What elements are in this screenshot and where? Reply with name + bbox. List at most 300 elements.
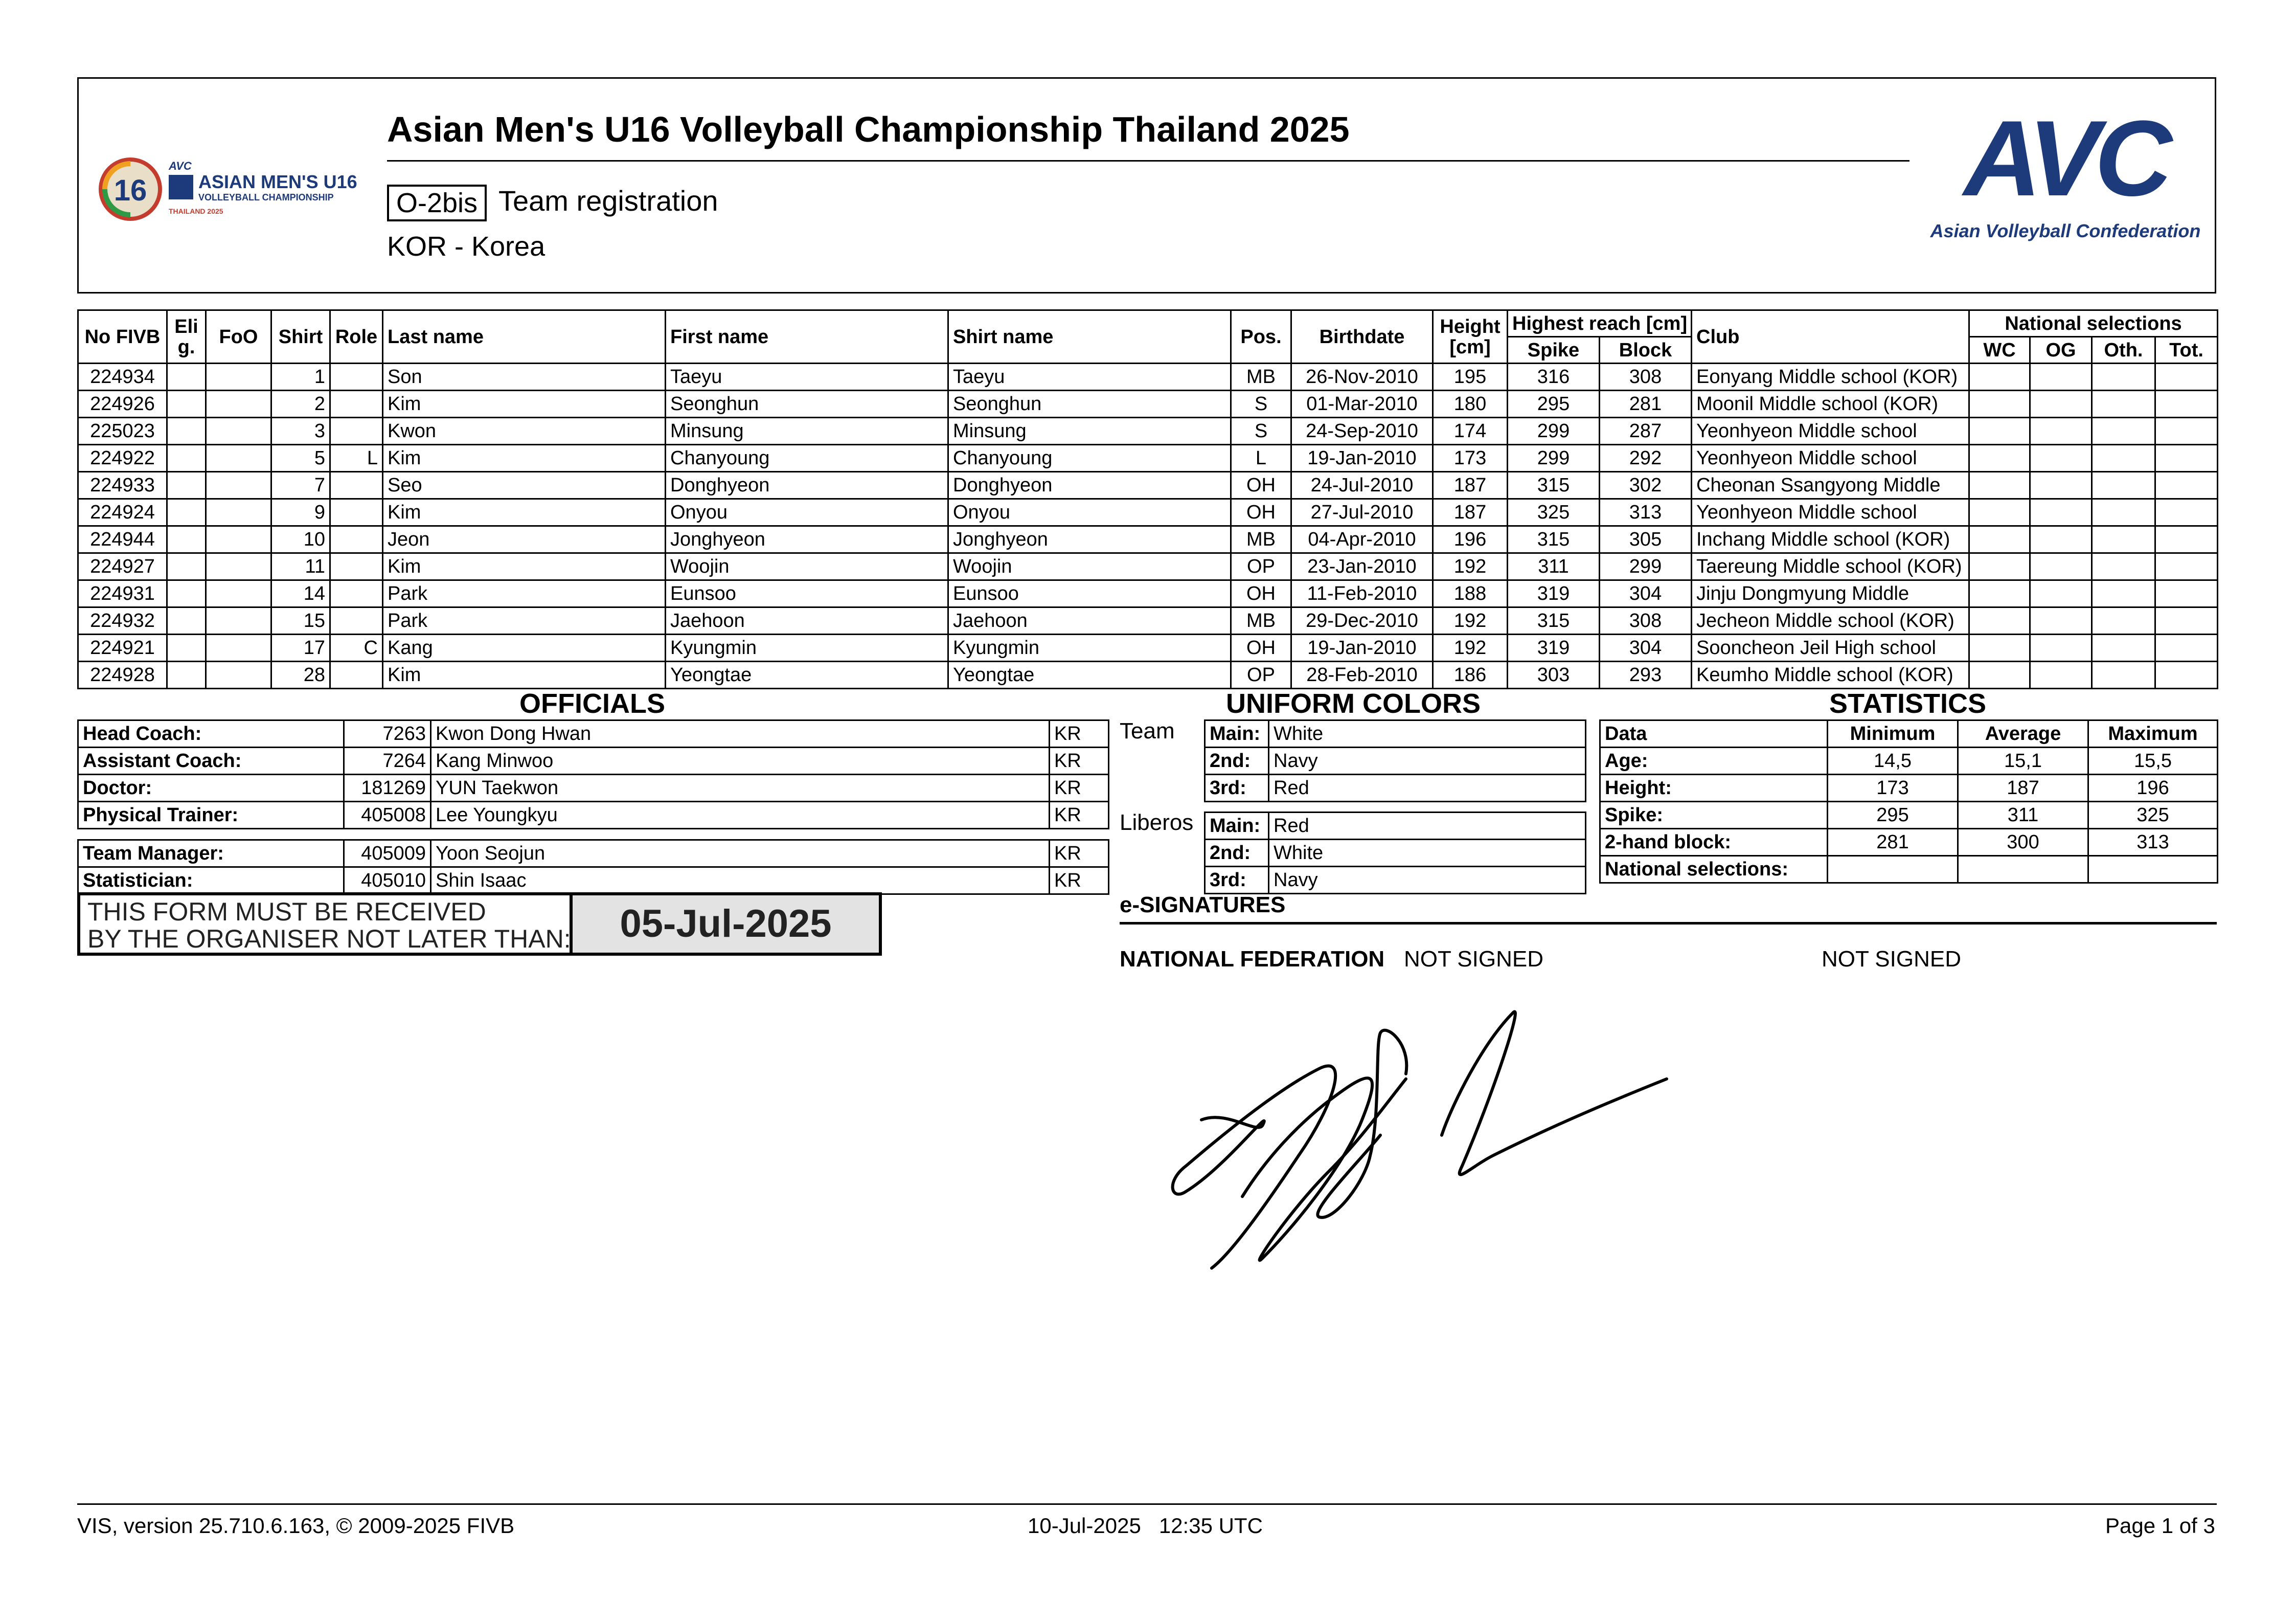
uniform-row <box>1205 867 1586 894</box>
uniform-color: Red <box>1269 813 1586 840</box>
cell-spike: 325 <box>1508 499 1600 526</box>
cell-block: 308 <box>1600 364 1692 391</box>
cell-tot <box>2155 445 2218 472</box>
cell-no-fivb: 224934 <box>78 364 167 391</box>
cell-pos: OP <box>1231 662 1291 689</box>
players-body <box>78 364 2218 689</box>
stats-col-max: Maximum <box>2088 720 2218 748</box>
cell-club: Taereung Middle school (KOR) <box>1692 553 1969 580</box>
esignatures-title: e-SIGNATURES <box>1120 892 1286 917</box>
cell-block: 304 <box>1600 635 1692 662</box>
col-og: OG <box>2030 337 2092 364</box>
stats-col-avg: Average <box>1958 720 2088 748</box>
cell-shirt-name: Eunsoo <box>948 580 1231 607</box>
col-spike: Spike <box>1508 337 1600 364</box>
cell-og <box>2030 418 2092 445</box>
uniform-row <box>1205 813 1586 840</box>
cell-block: 281 <box>1600 391 1692 418</box>
cell-shirt-name: Onyou <box>948 499 1231 526</box>
stats-label: Age: <box>1600 748 1828 775</box>
cell-shirt: 10 <box>271 526 330 553</box>
footer-version: VIS, version 25.710.6.163, © 2009-2025 FIVB <box>77 1514 515 1538</box>
statistics-title: STATISTICS <box>1829 688 1986 719</box>
cell-height: 186 <box>1433 662 1508 689</box>
cell-oth <box>2092 553 2155 580</box>
cell-shirt: 7 <box>271 472 330 499</box>
cell-block: 305 <box>1600 526 1692 553</box>
cell-no-fivb: 224933 <box>78 472 167 499</box>
cell-pos: OH <box>1231 580 1291 607</box>
official-role: Team Manager: <box>78 840 344 867</box>
col-birthdate: Birthdate <box>1291 310 1433 364</box>
cell-spike: 303 <box>1508 662 1600 689</box>
cell-spike: 315 <box>1508 607 1600 635</box>
cell-club: Yeonhyeon Middle school <box>1692 418 1969 445</box>
stats-row <box>1600 775 2218 802</box>
official-row <box>78 840 1109 867</box>
cell-block: 308 <box>1600 607 1692 635</box>
cell-tot <box>2155 607 2218 635</box>
cell-no-fivb: 224927 <box>78 553 167 580</box>
uniform-row <box>1205 720 1586 748</box>
cell-first-name: Minsung <box>666 418 948 445</box>
cell-wc <box>1969 607 2030 635</box>
official-role: Doctor: <box>78 775 344 802</box>
official-country: KR <box>1050 867 1109 894</box>
col-no-fivb: No FIVB <box>78 310 167 364</box>
official-name: Lee Youngkyu <box>431 802 1050 829</box>
cell-no-fivb: 224928 <box>78 662 167 689</box>
cell-foo <box>206 607 271 635</box>
cell-no-fivb: 224931 <box>78 580 167 607</box>
deadline-box <box>77 892 882 956</box>
cell-elig <box>167 526 206 553</box>
cell-oth <box>2092 364 2155 391</box>
cell-first-name: Jonghyeon <box>666 526 948 553</box>
officials-table-2 <box>77 839 1109 895</box>
cell-og <box>2030 391 2092 418</box>
cell-no-fivb: 224944 <box>78 526 167 553</box>
cell-shirt-name: Kyungmin <box>948 635 1231 662</box>
cell-club: Keumho Middle school (KOR) <box>1692 662 1969 689</box>
cell-pos: OH <box>1231 472 1291 499</box>
official-country: KR <box>1050 802 1109 829</box>
uniform-row <box>1205 840 1586 867</box>
col-shirt: Shirt <box>271 310 330 364</box>
stats-label: National selections: <box>1600 856 1828 883</box>
uniform-label: Main: <box>1205 813 1269 840</box>
cell-role <box>330 526 383 553</box>
cell-pos: L <box>1231 445 1291 472</box>
cell-pos: S <box>1231 391 1291 418</box>
cell-block: 313 <box>1600 499 1692 526</box>
cell-no-fivb: 224921 <box>78 635 167 662</box>
cell-elig <box>167 607 206 635</box>
cell-shirt: 14 <box>271 580 330 607</box>
team-name: KOR - Korea <box>387 231 545 262</box>
cell-club: Yeonhyeon Middle school <box>1692 499 1969 526</box>
stats-max: 325 <box>2088 802 2218 829</box>
cell-first-name: Woojin <box>666 553 948 580</box>
cell-og <box>2030 472 2092 499</box>
official-country: KR <box>1050 720 1109 748</box>
cell-elig <box>167 472 206 499</box>
cell-shirt: 9 <box>271 499 330 526</box>
cell-birthdate: 19-Jan-2010 <box>1291 445 1433 472</box>
footer-timestamp: 10-Jul-2025 12:35 UTC <box>1028 1514 1263 1538</box>
cell-og <box>2030 662 2092 689</box>
cell-block: 299 <box>1600 553 1692 580</box>
table-row <box>78 499 2218 526</box>
cell-shirt-name: Yeongtae <box>948 662 1231 689</box>
col-first-name: First name <box>666 310 948 364</box>
cell-foo <box>206 391 271 418</box>
uniform-color: White <box>1269 840 1586 867</box>
table-row <box>78 662 2218 689</box>
cell-og <box>2030 445 2092 472</box>
cell-height: 196 <box>1433 526 1508 553</box>
svg-text:VOLLEYBALL CHAMPIONSHIP: VOLLEYBALL CHAMPIONSHIP <box>198 192 334 202</box>
cell-first-name: Eunsoo <box>666 580 948 607</box>
cell-first-name: Taeyu <box>666 364 948 391</box>
players-table <box>77 309 2218 689</box>
table-row <box>78 364 2218 391</box>
stats-avg: 300 <box>1958 829 2088 856</box>
cell-last-name: Kim <box>383 391 666 418</box>
form-name: Team registration <box>498 185 718 217</box>
cell-pos: MB <box>1231 364 1291 391</box>
cell-height: 187 <box>1433 472 1508 499</box>
col-shirt-name: Shirt name <box>948 310 1231 364</box>
cell-oth <box>2092 607 2155 635</box>
cell-foo <box>206 662 271 689</box>
cell-shirt-name: Seonghun <box>948 391 1231 418</box>
signature-status-1: NOT SIGNED <box>1404 946 1544 972</box>
table-row <box>78 580 2218 607</box>
handwritten-signature <box>1166 1002 1687 1299</box>
cell-foo <box>206 445 271 472</box>
cell-birthdate: 27-Jul-2010 <box>1291 499 1433 526</box>
table-row <box>78 391 2218 418</box>
cell-shirt: 17 <box>271 635 330 662</box>
cell-last-name: Park <box>383 580 666 607</box>
cell-first-name: Seonghun <box>666 391 948 418</box>
cell-pos: S <box>1231 418 1291 445</box>
stats-label: 2-hand block: <box>1600 829 1828 856</box>
cell-birthdate: 23-Jan-2010 <box>1291 553 1433 580</box>
cell-club: Jecheon Middle school (KOR) <box>1692 607 1969 635</box>
cell-role <box>330 391 383 418</box>
stats-col-data: Data <box>1600 720 1828 748</box>
cell-spike: 315 <box>1508 526 1600 553</box>
cell-block: 302 <box>1600 472 1692 499</box>
stats-max: 15,5 <box>2088 748 2218 775</box>
official-id: 405009 <box>344 840 431 867</box>
cell-first-name: Onyou <box>666 499 948 526</box>
uniform-color: White <box>1269 720 1586 748</box>
col-national-selections: National selections <box>1969 310 2218 337</box>
national-federation-label: NATIONAL FEDERATION <box>1120 946 1385 972</box>
cell-birthdate: 28-Feb-2010 <box>1291 662 1433 689</box>
svg-text:THAILAND 2025: THAILAND 2025 <box>169 207 223 215</box>
cell-block: 292 <box>1600 445 1692 472</box>
official-name: Kwon Dong Hwan <box>431 720 1050 748</box>
uniform-label: 3rd: <box>1205 867 1269 894</box>
cell-birthdate: 24-Sep-2010 <box>1291 418 1433 445</box>
uniform-row <box>1205 775 1586 802</box>
cell-role <box>330 364 383 391</box>
event-logo <box>97 153 373 225</box>
cell-elig <box>167 635 206 662</box>
cell-oth <box>2092 526 2155 553</box>
cell-elig <box>167 553 206 580</box>
cell-elig <box>167 445 206 472</box>
cell-oth <box>2092 418 2155 445</box>
col-pos: Pos. <box>1231 310 1291 364</box>
stats-min: 295 <box>1828 802 1958 829</box>
col-oth: Oth. <box>2092 337 2155 364</box>
cell-height: 173 <box>1433 445 1508 472</box>
uniform-color: Navy <box>1269 867 1586 894</box>
cell-wc <box>1969 418 2030 445</box>
table-row <box>78 607 2218 635</box>
cell-pos: OH <box>1231 635 1291 662</box>
stats-col-min: Minimum <box>1828 720 1958 748</box>
cell-og <box>2030 580 2092 607</box>
stats-min: 14,5 <box>1828 748 1958 775</box>
cell-no-fivb: 224932 <box>78 607 167 635</box>
stats-min: 173 <box>1828 775 1958 802</box>
cell-shirt-name: Jaehoon <box>948 607 1231 635</box>
table-row <box>78 526 2218 553</box>
avc-logo <box>1922 119 2209 252</box>
cell-height: 180 <box>1433 391 1508 418</box>
cell-spike: 316 <box>1508 364 1600 391</box>
cell-club: Jinju Dongmyung Middle <box>1692 580 1969 607</box>
cell-tot <box>2155 553 2218 580</box>
cell-oth <box>2092 499 2155 526</box>
cell-foo <box>206 418 271 445</box>
cell-spike: 319 <box>1508 580 1600 607</box>
cell-last-name: Kang <box>383 635 666 662</box>
stats-min <box>1828 856 1958 883</box>
cell-height: 187 <box>1433 499 1508 526</box>
cell-shirt: 1 <box>271 364 330 391</box>
cell-elig <box>167 418 206 445</box>
cell-tot <box>2155 662 2218 689</box>
cell-no-fivb: 224926 <box>78 391 167 418</box>
official-id: 7264 <box>344 748 431 775</box>
title-divider <box>387 160 1909 162</box>
cell-foo <box>206 580 271 607</box>
stats-min: 281 <box>1828 829 1958 856</box>
cell-spike: 319 <box>1508 635 1600 662</box>
cell-wc <box>1969 553 2030 580</box>
svg-text:Asian Volleyball Confederation: Asian Volleyball Confederation <box>1930 220 2201 241</box>
stats-max: 313 <box>2088 829 2218 856</box>
cell-birthdate: 26-Nov-2010 <box>1291 364 1433 391</box>
cell-elig <box>167 499 206 526</box>
stats-avg <box>1958 856 2088 883</box>
cell-role <box>330 662 383 689</box>
cell-first-name: Jaehoon <box>666 607 948 635</box>
page-title: Asian Men's U16 Volleyball Championship Thailand 2025 <box>387 109 1350 149</box>
uniform-colors-title: UNIFORM COLORS <box>1226 688 1481 719</box>
cell-tot <box>2155 472 2218 499</box>
official-country: KR <box>1050 840 1109 867</box>
stats-row <box>1600 829 2218 856</box>
cell-last-name: Kim <box>383 662 666 689</box>
footer-page-number: Page 1 of 3 <box>2105 1514 2215 1538</box>
form-code-badge: O-2bis <box>387 185 487 221</box>
uniform-color: Navy <box>1269 748 1586 775</box>
cell-height: 188 <box>1433 580 1508 607</box>
cell-tot <box>2155 418 2218 445</box>
cell-pos: OP <box>1231 553 1291 580</box>
official-name: Kang Minwoo <box>431 748 1050 775</box>
cell-block: 293 <box>1600 662 1692 689</box>
cell-club: Cheonan Ssangyong Middle <box>1692 472 1969 499</box>
official-row <box>78 720 1109 748</box>
cell-shirt-name: Woojin <box>948 553 1231 580</box>
cell-oth <box>2092 662 2155 689</box>
cell-foo <box>206 635 271 662</box>
table-row <box>78 553 2218 580</box>
cell-pos: MB <box>1231 526 1291 553</box>
cell-og <box>2030 635 2092 662</box>
cell-og <box>2030 499 2092 526</box>
official-role: Assistant Coach: <box>78 748 344 775</box>
cell-shirt-name: Donghyeon <box>948 472 1231 499</box>
official-row <box>78 867 1109 894</box>
cell-role: L <box>330 445 383 472</box>
cell-birthdate: 04-Apr-2010 <box>1291 526 1433 553</box>
cell-tot <box>2155 391 2218 418</box>
cell-foo <box>206 499 271 526</box>
cell-spike: 299 <box>1508 445 1600 472</box>
col-block: Block <box>1600 337 1692 364</box>
cell-shirt: 2 <box>271 391 330 418</box>
cell-height: 192 <box>1433 553 1508 580</box>
official-role: Head Coach: <box>78 720 344 748</box>
cell-wc <box>1969 445 2030 472</box>
cell-shirt: 15 <box>271 607 330 635</box>
cell-birthdate: 24-Jul-2010 <box>1291 472 1433 499</box>
cell-tot <box>2155 499 2218 526</box>
official-id: 405010 <box>344 867 431 894</box>
cell-role <box>330 472 383 499</box>
cell-role <box>330 499 383 526</box>
cell-last-name: Kim <box>383 499 666 526</box>
cell-wc <box>1969 662 2030 689</box>
cell-last-name: Seo <box>383 472 666 499</box>
stats-label: Height: <box>1600 775 1828 802</box>
uniform-team-table <box>1204 719 1586 802</box>
col-elig: Eli g. <box>167 310 206 364</box>
stats-row <box>1600 856 2218 883</box>
uniform-label: Main: <box>1205 720 1269 748</box>
cell-shirt-name: Taeyu <box>948 364 1231 391</box>
cell-first-name: Kyungmin <box>666 635 948 662</box>
stats-max: 196 <box>2088 775 2218 802</box>
cell-height: 195 <box>1433 364 1508 391</box>
cell-elig <box>167 662 206 689</box>
cell-wc <box>1969 391 2030 418</box>
cell-no-fivb: 225023 <box>78 418 167 445</box>
table-row <box>78 418 2218 445</box>
cell-club: Inchang Middle school (KOR) <box>1692 526 1969 553</box>
cell-shirt: 28 <box>271 662 330 689</box>
uniform-label: 2nd: <box>1205 748 1269 775</box>
cell-birthdate: 19-Jan-2010 <box>1291 635 1433 662</box>
cell-tot <box>2155 364 2218 391</box>
cell-height: 192 <box>1433 635 1508 662</box>
official-row <box>78 775 1109 802</box>
col-club: Club <box>1692 310 1969 364</box>
deadline-date: 05-Jul-2025 <box>620 902 832 945</box>
cell-birthdate: 01-Mar-2010 <box>1291 391 1433 418</box>
uniform-label: 3rd: <box>1205 775 1269 802</box>
cell-height: 174 <box>1433 418 1508 445</box>
cell-oth <box>2092 635 2155 662</box>
cell-og <box>2030 364 2092 391</box>
cell-last-name: Jeon <box>383 526 666 553</box>
table-row <box>78 472 2218 499</box>
cell-oth <box>2092 445 2155 472</box>
col-foo: FoO <box>206 310 271 364</box>
uniform-label: 2nd: <box>1205 840 1269 867</box>
official-name: Yoon Seojun <box>431 840 1050 867</box>
cell-club: Moonil Middle school (KOR) <box>1692 391 1969 418</box>
cell-last-name: Son <box>383 364 666 391</box>
official-country: KR <box>1050 748 1109 775</box>
svg-text:AVC: AVC <box>1964 119 2167 218</box>
cell-spike: 311 <box>1508 553 1600 580</box>
cell-spike: 315 <box>1508 472 1600 499</box>
cell-height: 192 <box>1433 607 1508 635</box>
signature-status-2: NOT SIGNED <box>1822 946 1962 972</box>
cell-role <box>330 580 383 607</box>
uniform-liberos-label: Liberos <box>1120 810 1194 835</box>
cell-foo <box>206 526 271 553</box>
cell-og <box>2030 607 2092 635</box>
footer-divider <box>77 1503 2217 1505</box>
cell-foo <box>206 364 271 391</box>
cell-oth <box>2092 580 2155 607</box>
cell-last-name: Kwon <box>383 418 666 445</box>
cell-shirt-name: Jonghyeon <box>948 526 1231 553</box>
cell-wc <box>1969 472 2030 499</box>
col-role: Role <box>330 310 383 364</box>
col-last-name: Last name <box>383 310 666 364</box>
cell-shirt-name: Minsung <box>948 418 1231 445</box>
cell-spike: 295 <box>1508 391 1600 418</box>
cell-club: Sooncheon Jeil High school <box>1692 635 1969 662</box>
cell-oth <box>2092 472 2155 499</box>
table-row <box>78 635 2218 662</box>
official-role: Statistician: <box>78 867 344 894</box>
cell-foo <box>206 472 271 499</box>
cell-block: 287 <box>1600 418 1692 445</box>
uniform-row <box>1205 748 1586 775</box>
officials-title: OFFICIALS <box>519 688 665 719</box>
cell-role <box>330 418 383 445</box>
table-row <box>78 445 2218 472</box>
cell-shirt: 5 <box>271 445 330 472</box>
cell-block: 304 <box>1600 580 1692 607</box>
stats-row <box>1600 802 2218 829</box>
cell-birthdate: 11-Feb-2010 <box>1291 580 1433 607</box>
